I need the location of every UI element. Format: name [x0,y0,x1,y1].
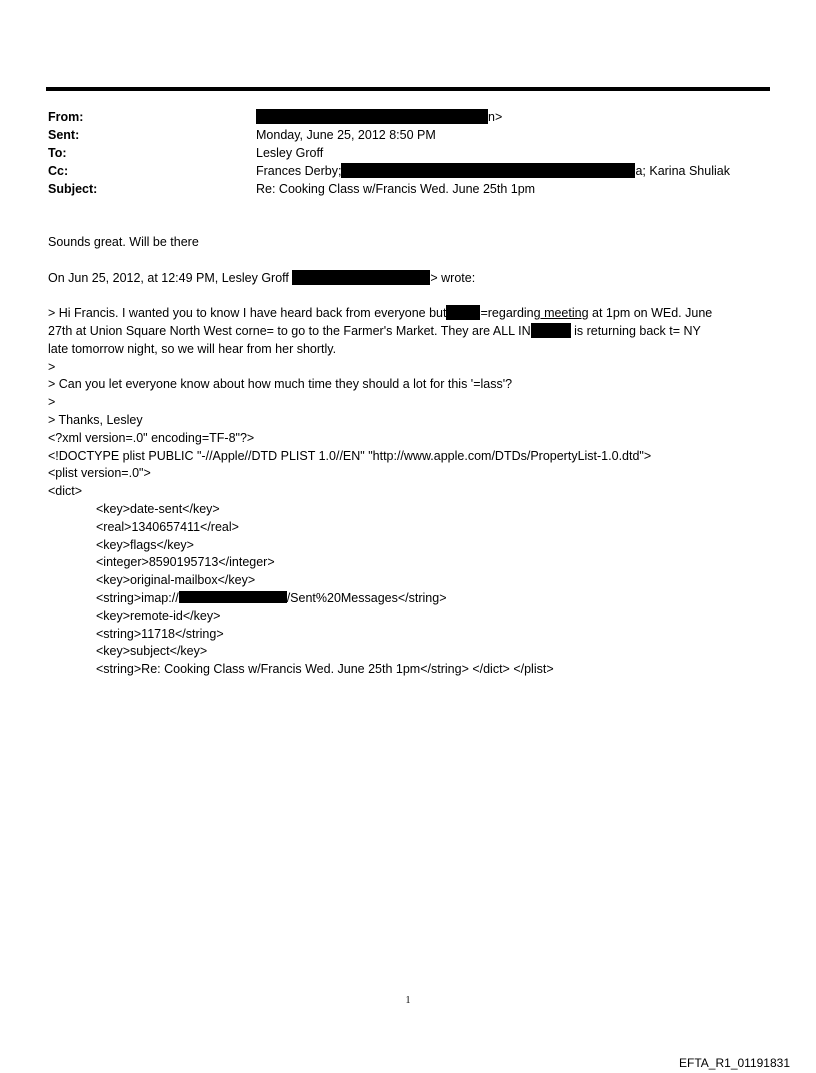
from-label: From: [48,110,84,124]
quote-marker: > [48,359,56,374]
sent-label: Sent: [48,128,80,142]
subject-value: Re: Cooking Class w/Francis Wed. June 25th 1pm [256,182,536,196]
quote-marker: > [48,395,56,410]
email-body [48,234,778,679]
cc-value-head: Frances Derby; [256,164,342,178]
xml-declaration: <?xml version=.0" encoding=TF-8"?> [48,430,255,445]
quoted-text: > Hi Francis. I wanted you to know I have heard back from everyone but [48,306,447,321]
quoted-paragraph [48,305,778,358]
plist-key: <key>date-sent</key> [96,501,220,516]
underlined-text: g meeting [533,306,589,321]
plist-value: <string>Re: Cooking Class w/Francis Wed. June 25th 1pm</string> </dict> </plist> [96,662,554,677]
quote-intro [48,270,778,288]
reply-line: Sounds great. Will be there [48,235,199,249]
quote-intro-tail: > wrote: [430,270,476,285]
plist-open-tag: <plist version=.0"> [48,466,151,481]
redaction-block [292,270,430,285]
plist-key: <key>remote-id</key> [96,608,221,623]
plist-value-tail: /Sent%20Messages</string> [286,590,447,605]
redaction-block [446,305,480,320]
plist-doctype: <!DOCTYPE plist PUBLIC "-//Apple//DTD PLIST 1.0//EN" "http://www.apple.com/DTDs/PropertyList-1.0.dtd"> [48,448,652,463]
to-label: To: [48,146,67,160]
dict-open-tag: <dict> [48,484,83,499]
quoted-signoff: > Thanks, Lesley [48,412,143,427]
cc-label: Cc: [48,164,69,178]
quoted-text: 27th at Union Square North West corne= to go to the Farmer's Market. They are ALL IN [48,323,531,338]
plist-value: <integer>8590195713</integer> [96,555,275,570]
from-value [256,108,502,126]
page-number: 1 [405,995,411,1006]
subject-label: Subject: [48,182,98,196]
quoted-text: late tomorrow night, so we will hear from her shortly. [48,341,337,356]
to-value: Lesley Groff [256,146,324,160]
redaction-block [341,163,635,178]
header-rule [46,87,770,91]
redaction-block [256,109,488,124]
from-value-tail: n> [488,110,503,124]
redaction-block [179,591,287,603]
sent-value: Monday, June 25, 2012 8:50 PM [256,128,436,142]
bates-number: EFTA_R1_01191831 [679,1056,790,1070]
redaction-block [531,323,571,338]
plist-key: <key>flags</key> [96,537,194,552]
quoted-text: is returning back t= NY [570,323,701,338]
quoted-text: =regardin [480,306,534,321]
quoted-question: > Can you let everyone know about how much time they should a lot for this '=lass'? [48,377,513,392]
plist-value: <real>1340657411</real> [96,519,239,534]
plist-value: <string>11718</string> [96,626,224,641]
plist-value [48,590,778,608]
plist-value-head: <string>imap:// [96,590,179,605]
cc-value [256,162,730,180]
quoted-text: at 1pm on WEd. June [588,306,713,321]
plist-key: <key>subject</key> [96,644,208,659]
quote-intro-head: On Jun 25, 2012, at 12:49 PM, Lesley Groff [48,270,289,285]
plist-key: <key>original-mailbox</key> [96,573,256,588]
cc-value-tail: a; Karina Shuliak [635,164,730,178]
